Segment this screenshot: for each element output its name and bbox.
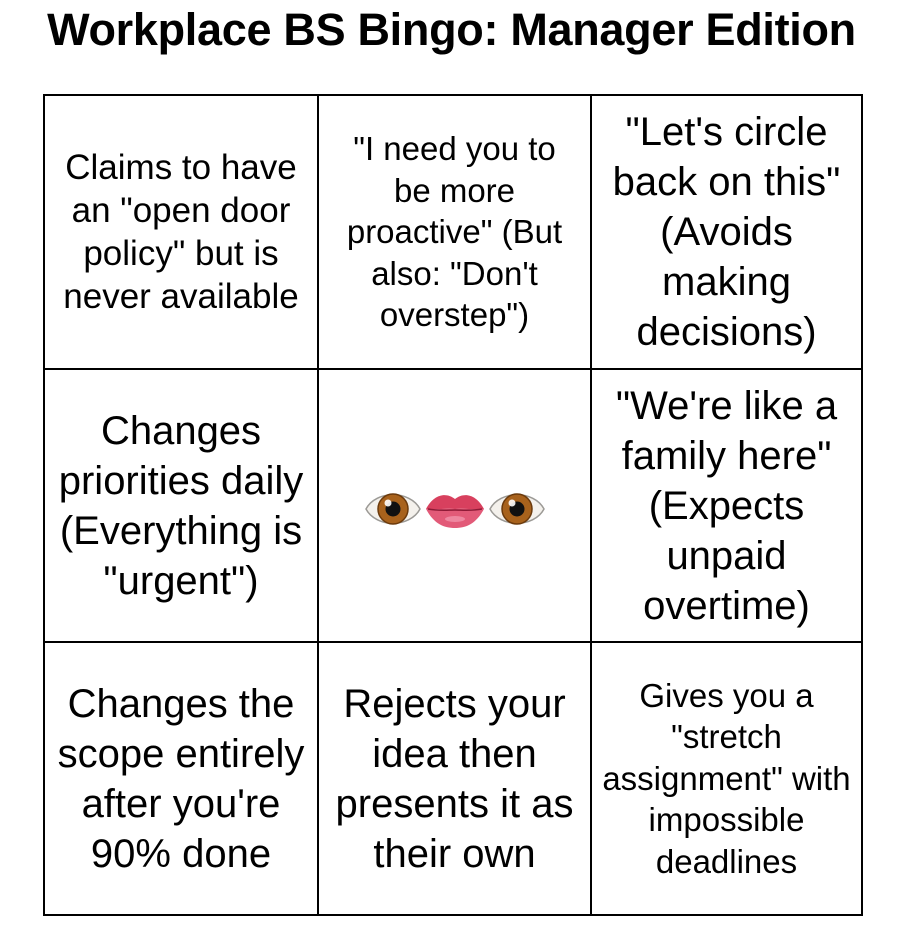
bingo-cell-text: Gives you a "stretch assignment" with impossible deadlines xyxy=(602,676,851,880)
bingo-cell-r3c1 xyxy=(45,641,317,914)
bingo-cell-text: Claims to have an "open door policy" but is never available xyxy=(63,148,299,316)
bingo-cell-r1c2 xyxy=(317,96,590,368)
bingo-cell-r1c3 xyxy=(590,96,861,368)
bingo-cell-text: Rejects your idea then presents it as their own xyxy=(335,681,574,876)
bingo-cell-text: "Let's circle back on this" (Avoids making decisions) xyxy=(612,110,841,354)
bingo-cell-r2c2-free-space xyxy=(317,368,590,641)
bingo-cell-text: "I need you to be more proactive" (But also: "Don't overstep") xyxy=(346,130,563,334)
bingo-cell-text: Changes the scope entirely after you're 90% done xyxy=(57,681,305,876)
bingo-cell-text: Changes priorities daily (Everything is "urgent") xyxy=(58,408,304,603)
bingo-board xyxy=(43,94,863,916)
bingo-cell-r3c3 xyxy=(590,641,861,914)
bingo-cell-r2c1 xyxy=(45,368,317,641)
bingo-cell-r2c3 xyxy=(590,368,861,641)
bingo-cell-text: "We're like a family here" (Expects unpaid overtime) xyxy=(615,383,838,628)
eye-icon xyxy=(364,486,422,532)
eye-icon xyxy=(488,486,546,532)
face-emoji-group xyxy=(364,486,546,532)
page-title: Workplace BS Bingo: Manager Edition xyxy=(47,4,856,55)
bingo-cell-r1c1 xyxy=(45,96,317,368)
bingo-cell-r3c2 xyxy=(317,641,590,914)
lips-icon xyxy=(424,488,486,530)
